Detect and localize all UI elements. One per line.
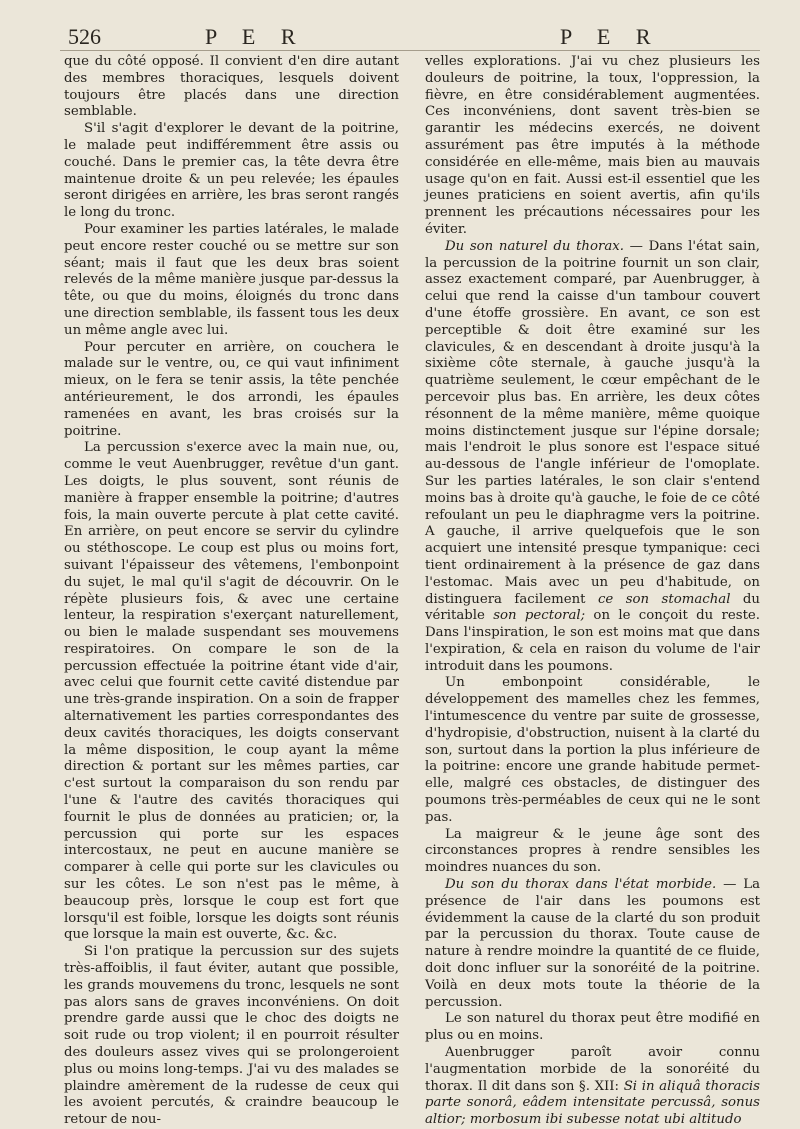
paragraph-text: on le conçoit du reste. Dans l'inspiration, le son est moins mat que dans l'expiration, & cela en raison du volume de l'air introduit dans les poumons.	[425, 608, 761, 674]
right-column	[425, 54, 760, 1129]
paragraph-son-naturel	[425, 239, 760, 676]
paragraph: Un embonpoint considérable, le développement des mamelles chez les femmes, l'intumescence du ventre par suite de grossesse, d'hydropisie, d'obstruction, nuisent à la clarté du son, surtout dans la portion la plus inférieure de la poitrine: encore une grande habitude permet-elle, malgré ces obstacles, de distinguer des poumons très-perméables de ceux qui ne le sont pas.	[425, 675, 760, 825]
page-number: 526	[68, 24, 101, 49]
latin-quotation: Si in aliquâ thoracis parte sonorâ, eâdem intensitate percussâ, sonus altior; morbosum ibi subesse notat ubi altitudo	[425, 1078, 760, 1128]
left-column	[64, 54, 399, 1129]
paragraph: Le son naturel du thorax peut être modifié en plus ou en moins.	[425, 1011, 760, 1044]
paragraph: Pour examiner les parties latérales, le malade peut encore rester couché ou se mettre sur son séant; mais il faut que les deux bras soient relevés de la même manière jusque par-dessus la tête, ou que du moins, éloignés du tronc dans une direction semblable, ils fassent tous les deux un même angle avec lui.	[64, 221, 399, 338]
paragraph-text: Auenbrugger paroît avoir connu l'augmentation morbide de la sonoréité du thorax. Il dit dans son §. XII:	[425, 1045, 760, 1094]
running-head-right: P E R	[560, 24, 661, 49]
paragraph: La maigreur & le jeune âge sont des circonstances propres à rendre sensibles les moindres nuances du son.	[425, 826, 760, 876]
running-head-left: P E R	[205, 24, 306, 49]
paragraph: velles explorations. J'ai vu chez plusieurs les douleurs de poitrine, la toux, l'oppression, la fièvre, en être considérablement augmentées. Ces inconvéniens, dont savent très-bien se garantir les médecins exercés, ne doivent assurément pas être imputés à la méthode considérée en elle-même, mais bien au mauvais usage qu'on en fait. Aussi est-il essentiel que les jeunes praticiens en soient avertis, afin qu'ils prennent les précautions nécessaires pour les éviter.	[425, 54, 760, 237]
paragraph-text: — La présence de l'air dans les poumons est évidemment la cause de la clarté du son produit par la percussion du thorax. Toute cause de nature à rendre moindre la quantité de ce fluide, doit donc influer sur la sonoréité de la poitrine. Voilà en deux mots toute la théorie de la percussion.	[425, 877, 761, 1010]
paragraph-son-morbide	[425, 877, 760, 1011]
paragraph: S'il s'agit d'explorer le devant de la poitrine, le malade peut indifféremment être assis ou couché. Dans le premier cas, la tête devra être maintenue droite & un peu relevée; les épaules seront dirigées en arrière, les bras seront rangés le long du tronc.	[64, 121, 399, 221]
section-heading-italic: Du son du thorax dans l'état morbide.	[445, 877, 717, 893]
page-header	[0, 24, 800, 52]
paragraph-auenbrugger	[425, 1045, 760, 1129]
paragraph-text: — Dans l'état sain, la percussion de la poitrine fournit un son clair, assez exactement comparé, par Auenbrugger, à celui que rend la caisse d'un tambour couvert d'une étoffe grossière. En avant, ce son est perceptible & doit être examiné sur les clavicules, & en descendant à droite jusqu'à la sixième côte sternale, à gauche jusqu'à la quatrième seulement, le cœur empêchant de le percevoir plus bas. En arrière, les deux côtes résonnent de la même manière, même quoique moins distinctement jusque sur l'épine dorsale; mais l'endroit le plus sonore est l'espace situé au-dessous de l'angle inférieur de l'omoplate. Sur les parties latérales, le son clair s'entend moins bas à droite qu'à gauche, le foie de ce côté refoulant un peu le diaphragme vers la poitrine. A gauche, il arrive quelquefois que le son acquiert une intensité presque tympanique: ceci tient ordinairement à la présence de gaz dans l'estomac. Mais avec un peu d'habitude, on distinguera facilement	[425, 238, 760, 607]
header-rule	[60, 50, 760, 51]
italic-term: ce son stomachal	[597, 591, 731, 607]
paragraph: La percussion s'exerce avec la main nue, ou, comme le veut Auenbrugger, revêtue d'un gant. Les doigts, le plus souvent, sont réunis de manière à frapper ensemble la poitrine; d'autres fois, la main ouverte percute à plat cette cavité. En arrière, on peut encore se servir du cylindre ou stéthoscope. Le coup est plus ou moins fort, suivant l'épaisseur des vêtemens, l'embonpoint du sujet, le mal qu'il s'agit de découvrir. On le répète plusieurs fois, & avec une certaine lenteur, la respiration s'exerçant naturellement, ou bien le malade suspendant ses mouvemens respiratoires. On compare le son de la percussion effectuée la poitrine étant vide d'air, avec celui que fournit cette cavité distendue par une très-grande inspiration. On a soin de frapper alternativement les parties correspondantes des deux cavités thoraciques, les doigts conservant la même disposition, le coup ayant la même direction & portant sur les mêmes parties, car c'est surtout la comparaison du son rendu par l'une & l'autre des cavités thoraciques qui fournit le plus de données au praticien; or, la percussion qui porte sur les espaces intercostaux, ne peut en aucune manière se comparer à celle qui porte sur les clavicules ou sur les côtes. Le son n'est pas le même, à beaucoup près, lorsque le coup est fort que lorsqu'il est foible, lorsque les doigts sont réunis que lorsque la main est ouverte, &c. &c.	[64, 440, 399, 943]
paragraph: Si l'on pratique la percussion sur des sujets très-affoiblis, il faut éviter, autant que possible, les grands mouvemens du tronc, lesquels ne sont pas alors sans de graves inconvéniens. On doit prendre garde aussi que le choc des doigts ne soit rude ou trop violent; il en pourroit résulter des douleurs assez vives qui se prolongeroient plus ou moins long-temps. J'ai vu des malades se plaindre amèrement de la rudesse de ceux qui les avoient percutés, & craindre beaucoup le retour de nou-	[64, 944, 399, 1128]
italic-term: son pectoral;	[493, 608, 586, 624]
section-heading-italic: Du son naturel du thorax.	[445, 238, 625, 254]
paragraph-text: du véritable	[425, 591, 760, 624]
paragraph: que du côté opposé. Il convient d'en dire autant des membres thoraciques, lesquels doivent toujours être placés dans une direction semblable.	[64, 54, 399, 120]
paragraph: Pour percuter en arrière, on couchera le malade sur le ventre, ou, ce qui vaut infiniment mieux, on le fera se tenir assis, la tête penchée antérieurement, le dos arrondi, les épaules ramenées en avant, les bras croisés sur la poitrine.	[64, 339, 399, 439]
